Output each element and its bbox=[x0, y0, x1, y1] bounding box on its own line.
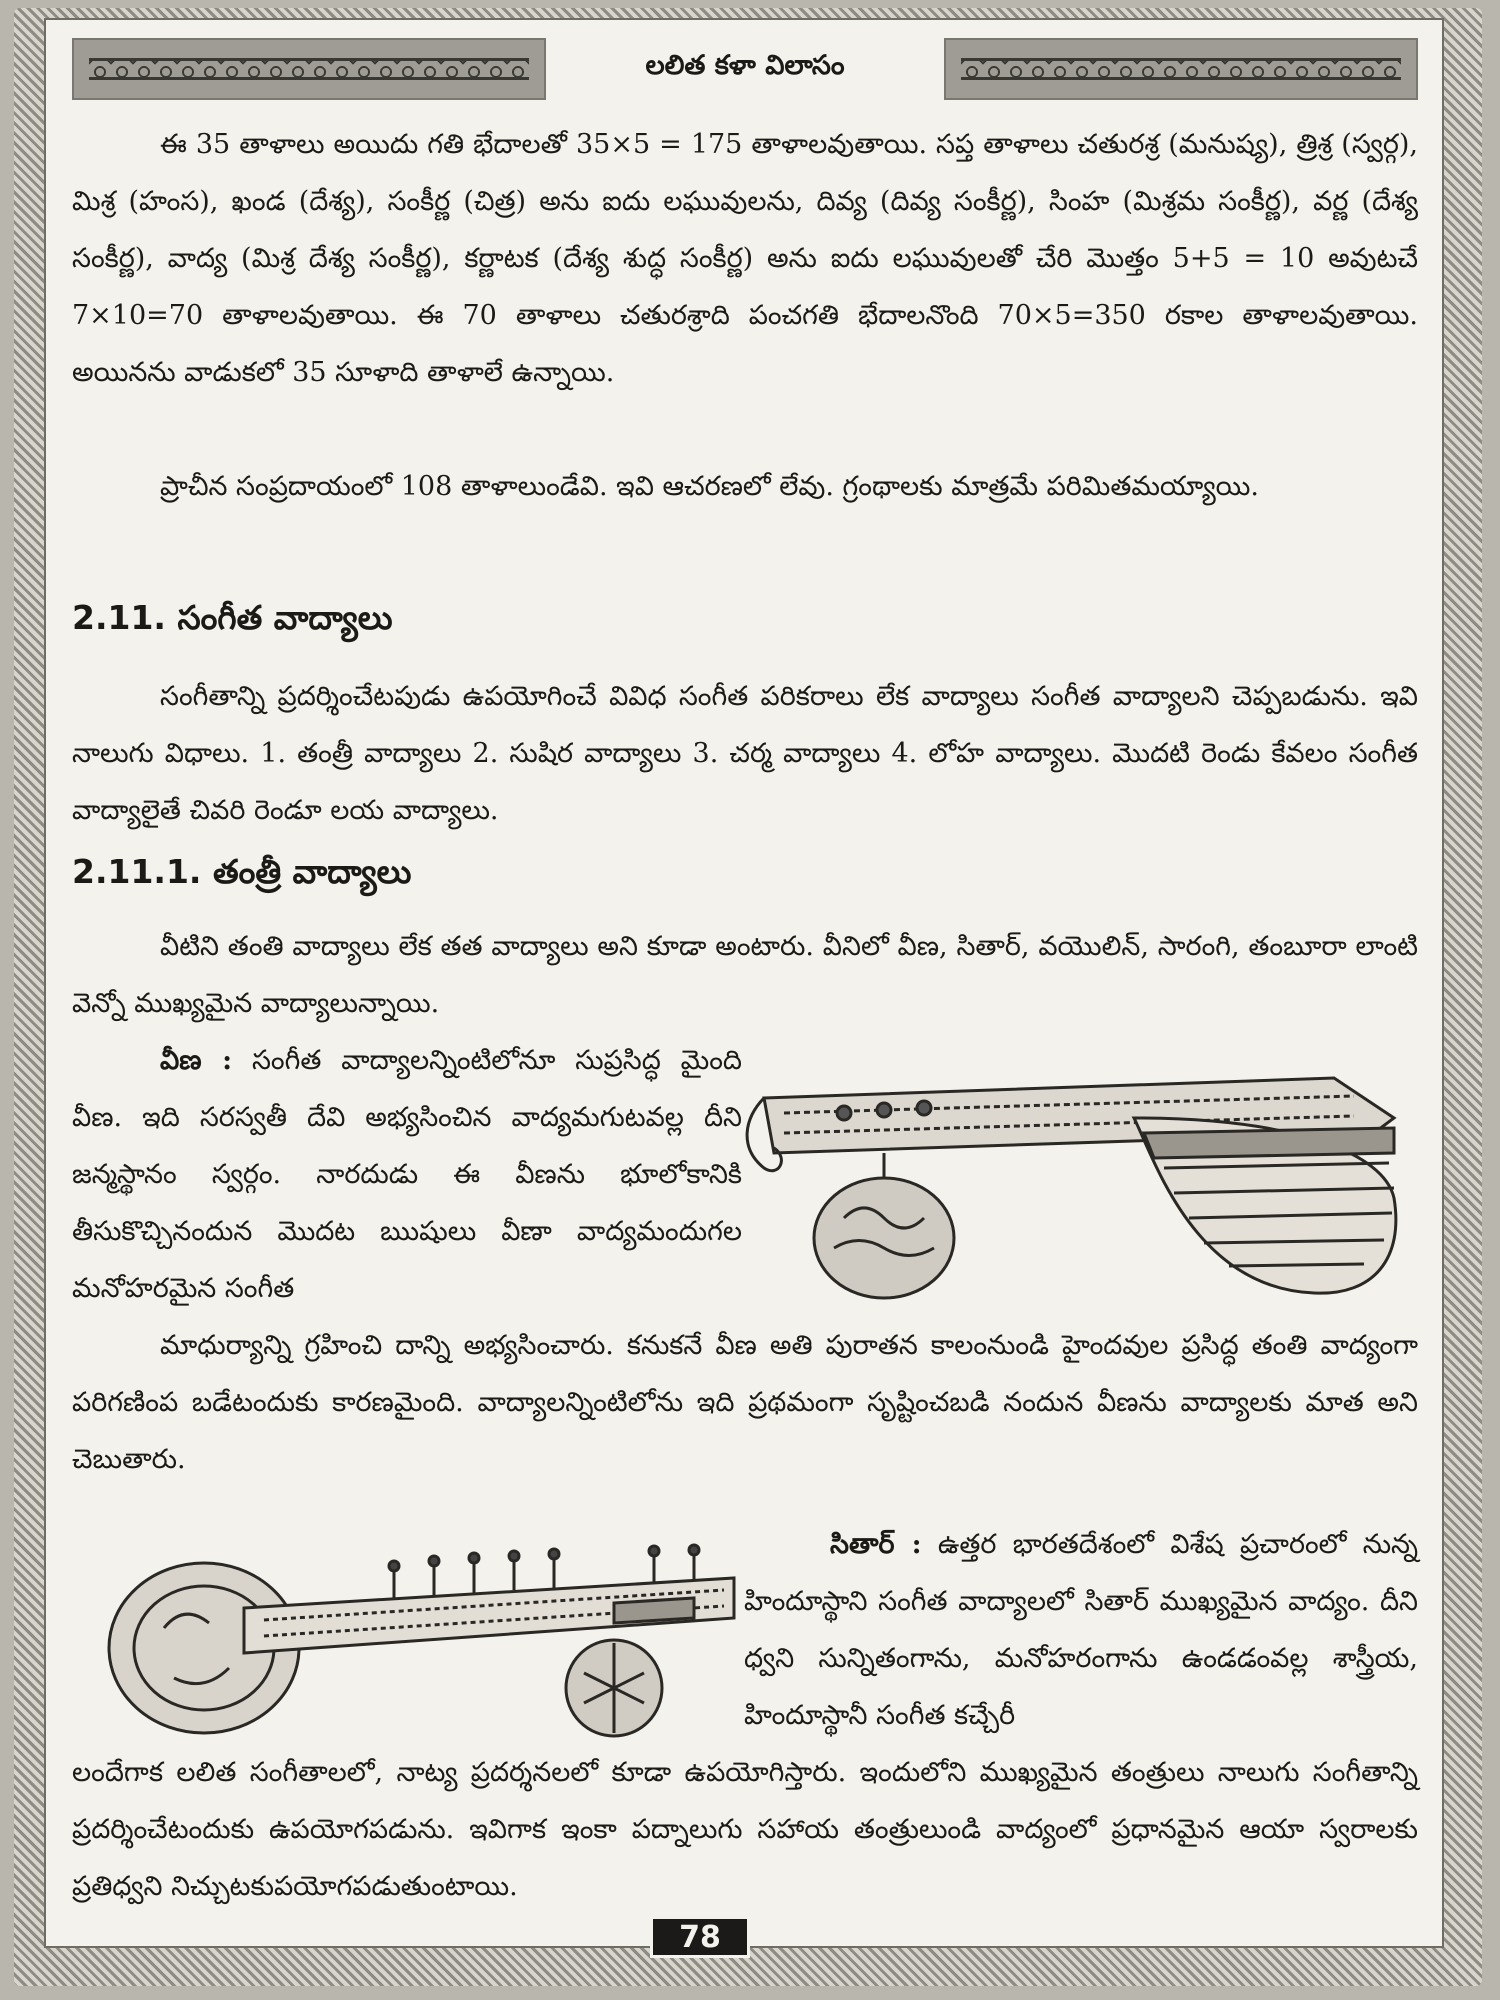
sitar-illustration-icon bbox=[94, 1538, 764, 1748]
header-ornament-left bbox=[72, 38, 546, 100]
header-ornament-right bbox=[944, 38, 1418, 100]
section-heading-string-instruments: 2.11.1. తంత్రీ వాద్యాలు bbox=[72, 852, 412, 891]
paragraph-veena bbox=[72, 1032, 742, 1317]
paragraph-sitar-continued: లందేగాక లలిత సంగీతాలలో, నాట్య ప్రదర్శనలలో కూడా ఉపయోగిస్తారు. ఇందులోని ముఖ్యమైన తంత్రులు నాలుగు సంగీతాన్ని ప్రదర్శించేటందుకు ఉపయోగపడును. ఇవిగాక ఇంకా పద్నాలుగు సహాయ తంత్రులుండి వాద్యంలో ప్రధానమైన ఆయా స్వరాలకు ప్రతిధ్వని నిచ్చుటకుపయోగపడుతుంటాయి. bbox=[72, 1757, 1418, 1902]
sitar-text: ఉత్తర భారతదేశంలో విశేష ప్రచారంలో నున్న హిందూస్థాని సంగీత వాద్యాలలో సితార్ ముఖ్యమైన వాద్యం. దీని ధ్వని సున్నితంగాను, మనోహరంగాను ఉండడంవల్ల శాస్త్రీయ, హిందూస్థానీ సంగీత కచ్చేరీ bbox=[744, 1529, 1419, 1731]
page-number: 78 bbox=[650, 1916, 750, 1958]
book-page bbox=[44, 18, 1444, 1948]
section-heading-musical-instruments: 2.11. సంగీత వాద్యాలు bbox=[72, 598, 393, 637]
paragraph-string-instruments: వీటిని తంతి వాద్యాలు లేక తత వాద్యాలు అని కూడా అంటారు. వీనిలో వీణ, సితార్, వయొలిన్, సారంగి, తంబూరా లాంటి వెన్నో ముఖ్యమైన వాద్యాలున్నాయి. bbox=[72, 931, 1418, 1019]
running-header bbox=[72, 38, 1418, 100]
paragraph-instrument-types: సంగీతాన్ని ప్రదర్శించేటపుడు ఉపయోగించే వివిధ సంగీత పరికరాలు లేక వాద్యాలు సంగీత వాద్యాలని చెప్పబడును. ఇవి నాలుగు విధాలు. 1. తంత్రీ వాద్యాలు 2. సుషిర వాద్యాలు 3. చర్మ వాద్యాలు 4. లోహ వాద్యాలు. మొదటి రెండు కేవలం సంగీత వాద్యాలైతే చివరి రెండూ లయ వాద్యాలు. bbox=[72, 681, 1418, 826]
paragraph-ancient-tradition: ప్రాచీన సంప్రదాయంలో 108 తాళాలుండేవి. ఇవి ఆచరణలో లేవు. గ్రంథాలకు మాత్రమే పరిమితమయ్యాయి. bbox=[160, 471, 1259, 502]
paragraph-veena-continued: మాధుర్యాన్ని గ్రహించి దాన్ని అభ్యసించారు. కనుకనే వీణ అతి పురాతన కాలంనుండి హైందవుల ప్రసిద్ధ తంతి వాద్యంగా పరిగణింప బడేటందుకు కారణమైంది. వాద్యాలన్నింటిలోను ఇది ప్రథమంగా సృష్టించబడి నందున వీణను వాద్యాలకు మాత అని చెబుతారు. bbox=[72, 1330, 1418, 1475]
paragraph-sitar bbox=[744, 1516, 1418, 1744]
header-title: లలిత కళా విలాసం bbox=[546, 38, 944, 100]
paragraph-tala-count: ఈ 35 తాళాలు అయిదు గతి భేదాలతో 35×5 = 175 తాళాలవుతాయి. సప్త తాళాలు చతురశ్ర (మనుష్య), త్రిశ్ర (స్వర్గ), మిశ్ర (హంస), ఖండ (దేశ్య), సంకీర్ణ (చిత్ర) అను ఐదు లఘువులను, దివ్య (దివ్య సంకీర్ణ), సింహ (మిశ్రమ సంకీర్ణ), వర్ణ (దేశ్య సంకీర్ణ), వాద్య (మిశ్ర దేశ్య సంకీర్ణ), కర్ణాటక (దేశ్య శుద్ధ సంకీర్ణ) అను ఐదు లఘువులతో చేరి మొత్తం 5+5 = 10 అవుటచే 7×10=70 తాళాలవుతాయి. ఈ 70 తాళాలు చతురశ్రాది పంచగతి భేదాలనొంది 70×5=350 రకాల తాళాలవుతాయి. అయినను వాడుకలో 35 సూళాది తాళాలే ఉన్నాయి. bbox=[72, 129, 1418, 388]
sitar-term: సితార్ : bbox=[830, 1529, 922, 1560]
veena-illustration-icon bbox=[734, 1058, 1414, 1308]
veena-term: వీణ : bbox=[160, 1045, 233, 1076]
veena-text: సంగీత వాద్యాలన్నింటిలోనూ సుప్రసిద్ధ మైంది వీణ. ఇది సరస్వతీ దేవి అభ్యసించిన వాద్యమగుటవల్ల దీని జన్మస్థానం స్వర్గం. నారదుడు ఈ వీణను భూలోకానికి తీసుకొచ్చినందున మొదట ఋషులు వీణా వాద్యమందుగల మనోహరమైన సంగీత bbox=[72, 1045, 742, 1304]
